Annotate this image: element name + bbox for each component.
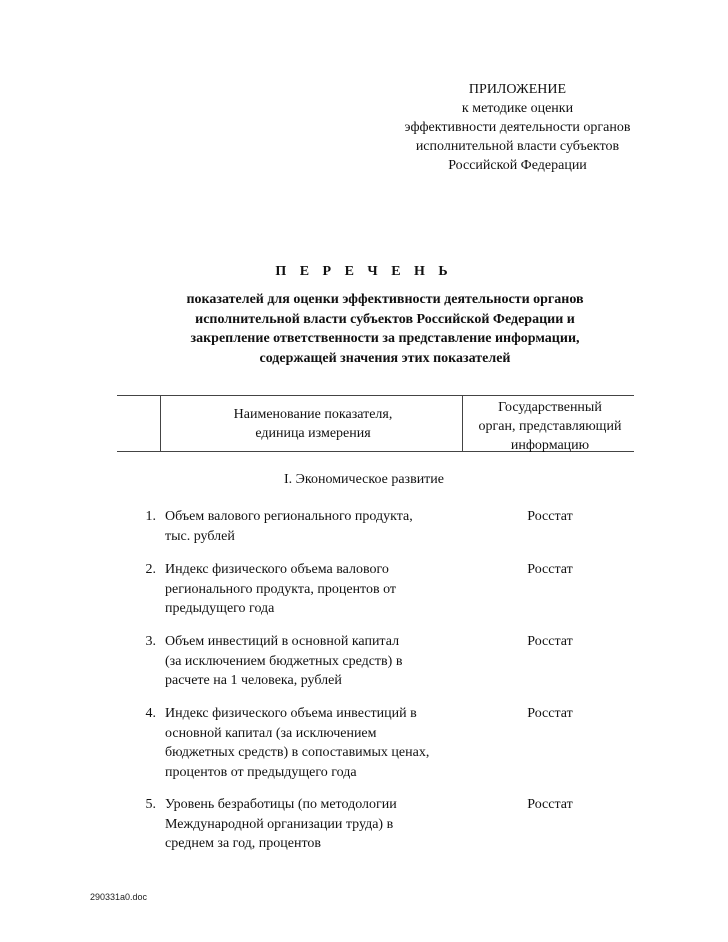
row-agency: Росстат (527, 706, 573, 721)
appendix-line: Российской Федерации (448, 158, 587, 173)
header-state-body (463, 398, 637, 455)
indicator-line: Объем валового регионального продукта, (165, 509, 413, 524)
indicator-line: расчете на 1 человека, рублей (165, 673, 342, 688)
header-line: информацию (510, 438, 590, 453)
header-line: орган, представляющий (478, 419, 622, 434)
row-indicator (165, 560, 465, 619)
row-agency: Росстат (527, 509, 573, 524)
indicator-line: бюджетных средств) в сопоставимых ценах, (165, 745, 430, 760)
header-line: единица измерения (255, 426, 371, 441)
appendix-line: к методике оценки (461, 101, 574, 116)
subtitle-line: содержащей значения этих показателей (259, 350, 511, 366)
document-title: П Е Р Е Ч Е Н Ь (275, 264, 453, 279)
appendix-line: ПРИЛОЖЕНИЕ (468, 82, 567, 97)
header-line: Наименование показателя, (233, 407, 393, 422)
appendix-block (380, 80, 655, 175)
indicator-line: Объем инвестиций в основной капитал (165, 634, 400, 649)
row-indicator (165, 704, 465, 782)
indicator-line: Индекс физического объема инвестиций в (165, 706, 417, 721)
indicator-line: предыдущего года (165, 601, 275, 616)
row-indicator (165, 795, 465, 854)
indicator-line: основной капитал (за исключением (165, 725, 377, 741)
appendix-line: эффективности деятельности органов (404, 120, 631, 135)
file-name-footer: 290331a0.doc (90, 892, 148, 902)
row-number: 5. (145, 797, 156, 812)
row-indicator (165, 632, 465, 691)
row-number: 2. (145, 562, 156, 577)
row-number: 3. (145, 634, 156, 649)
section-title: I. Экономическое развитие (283, 472, 445, 487)
row-number: 4. (145, 706, 156, 721)
indicator-line: Международной организации труда) в (165, 816, 394, 832)
row-number: 1. (145, 509, 156, 524)
indicator-line: (за исключением бюджетных средств) в (165, 653, 403, 669)
indicator-line: Индекс физического объема валового (165, 562, 389, 577)
subtitle-line: показателей для оценки эффективности деятельности органов (186, 292, 584, 307)
row-agency: Росстат (527, 797, 573, 812)
column-divider (160, 395, 161, 452)
indicator-line: регионального продукта, процентов от (165, 581, 397, 597)
table-top-rule (117, 395, 634, 396)
indicator-line: тыс. рублей (165, 528, 235, 544)
row-agency: Росстат (527, 562, 573, 577)
appendix-line: исполнительной власти субъектов (415, 139, 620, 154)
indicator-line: среднем за год, процентов (165, 836, 322, 851)
header-line: Государственный (498, 400, 602, 415)
header-indicator-name (165, 405, 461, 443)
indicator-line: процентов от предыдущего года (165, 764, 357, 780)
indicator-line: Уровень безработицы (по методологии (165, 797, 397, 812)
row-indicator (165, 507, 465, 546)
document-subtitle (150, 290, 620, 368)
row-agency: Росстат (527, 634, 573, 649)
subtitle-line: закрепление ответственности за представление информации, (190, 331, 580, 346)
subtitle-line: исполнительной власти субъектов Российской Федерации и (195, 311, 575, 327)
